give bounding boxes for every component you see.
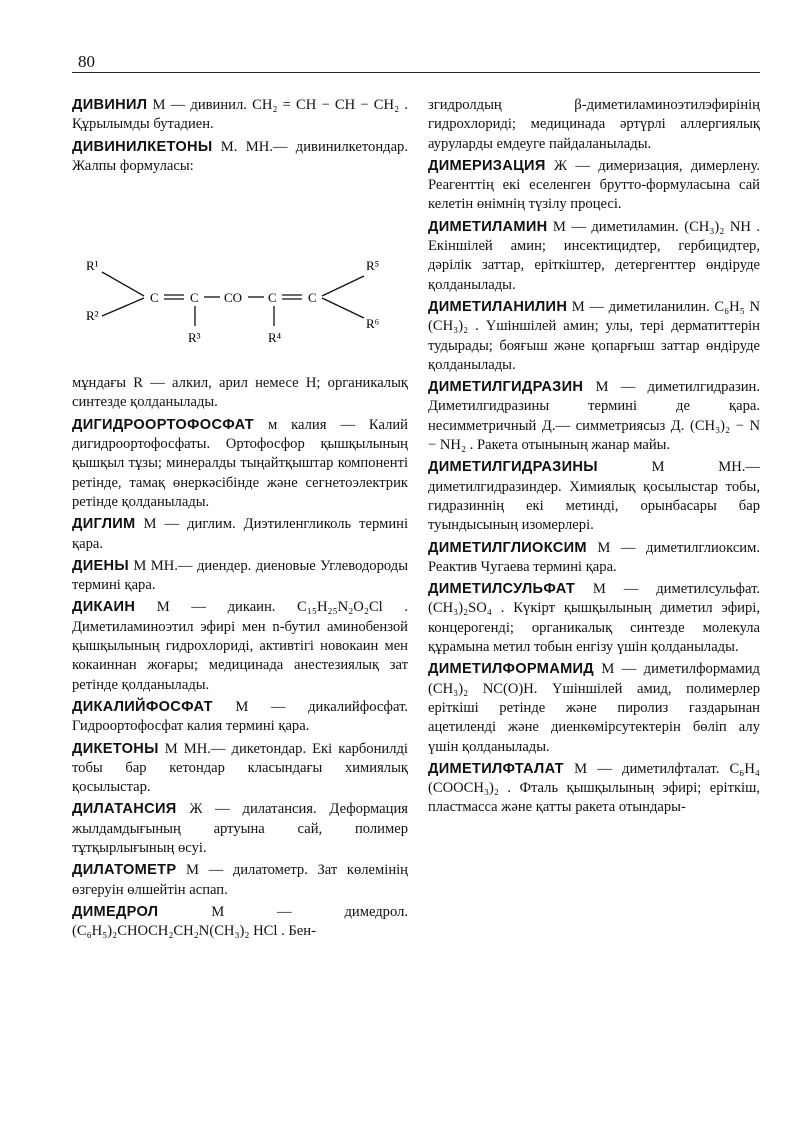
entry-text: М — димедрол. (C₆H₅)₂CHOCH₂CH₂N(CH₃)₂ HCl . Бен-: [72, 903, 408, 940]
entry-headword: ДИЛАТОМЕТР: [72, 862, 177, 879]
formula-c4: C: [308, 290, 317, 306]
dictionary-entry: [72, 515, 408, 554]
entry-headword: ДИМЕДРОЛ: [72, 903, 159, 920]
entry-text: М — дилатометр. Зат көлемінің өзгеруін өлшейтін аспап.: [72, 862, 408, 898]
bond-r2: [102, 298, 144, 316]
formula-co: CO: [224, 290, 243, 306]
entry-text: М МН.— диметилгидразиндер. Химиялық қосылыстар тобы, гидразиннің екі метинді, орынбасары бар туындысының изомерлері.: [428, 459, 760, 534]
dictionary-entry: [428, 96, 760, 154]
entry-headword: ДИКЕТОНЫ: [72, 740, 159, 757]
entry-text: М — диметиланилин. C₆H₅ N (CH₃)₂ . Үшіншілей амин; улы, тері дерматиттерін тудырады; бояғыш және қопарғыш заттар өндіруде қолданылады.: [428, 298, 760, 373]
entry-headword: ДИМЕТИЛАНИЛИН: [428, 298, 568, 315]
dictionary-entry: [428, 298, 760, 375]
bond-r6: [322, 298, 364, 318]
entry-text: М МН.— дикетондар. Екі карбонилді тобы бар кетондар класындағы химиялық қосылыстар.: [72, 740, 408, 796]
header-rule: [72, 72, 760, 73]
formula-r1: R¹: [86, 258, 99, 274]
dictionary-entry: [72, 416, 408, 512]
entry-headword: ДИГИДРООРТОФОСФАТ: [72, 416, 254, 433]
entry-text: М — диметилгидразин. Диметилгидразины термині де қара. несимметричный Д.— симметриясыз Д. (CH₃)₂ − N − NH₂ . Ракета отынының жанар майы.: [428, 379, 760, 454]
left-column: [72, 96, 408, 945]
dictionary-entry: [72, 698, 408, 737]
entry-text: М. МН.— дивинилкетондар. Жалпы формуласы:: [72, 138, 408, 174]
dictionary-entry: [428, 157, 760, 215]
entry-headword: ДИЛАТАНСИЯ: [72, 801, 177, 818]
page-number: 80: [78, 52, 95, 71]
formula-r3: R³: [188, 330, 201, 346]
entry-text: мұндағы R — алкил, арил немесе H; органикалық синтезде қолданылады.: [72, 375, 408, 411]
dictionary-entry: [428, 660, 760, 756]
dictionary-entry: [72, 598, 408, 694]
formula-r4: R⁴: [268, 330, 282, 346]
dictionary-entry: [72, 800, 408, 858]
right-column: [428, 96, 760, 821]
formula-c2: C: [190, 290, 199, 306]
dictionary-entry: [72, 903, 408, 942]
entry-text: м калия — Калий дигидроортофосфаты. Ортофосфор қышқылының қышқыл тұзы; минералды тыңайтқыштар компоненті ретінде, тамақ өнеркәсібінде және сегнетоэлектрик ретінде қолданылады.: [72, 416, 408, 510]
dictionary-entry: [72, 557, 408, 596]
dictionary-entry: [428, 539, 760, 578]
entry-headword: ДИМЕРИЗАЦИЯ: [428, 157, 546, 174]
dictionary-entry: [72, 374, 408, 413]
dictionary-entry: [428, 458, 760, 535]
entry-text: М — диметилфталат. C₆H₄ (COOCH₃)₂ . Фталь қышқылының эфирі; еріткіш, пластмасса және қатты ракета отындары-: [428, 760, 760, 816]
dictionary-entry: [72, 740, 408, 798]
entry-text: згидролдың β-диметиламиноэтилэфирінің гидрохлориді; медицинада әртүрлі аллергиялық ауруларды емдеуге пайдаланылады.: [428, 97, 760, 152]
entry-text: М МН.— диендер. диеновые Углеводороды термині қара.: [72, 557, 408, 594]
dictionary-entry: [428, 378, 760, 455]
entry-headword: ДИМЕТИЛАМИН: [428, 218, 548, 235]
dictionary-entry: [428, 760, 760, 818]
entry-text: М — диглим. Диэтиленгликоль термині қара.: [72, 516, 408, 552]
entry-headword: ДИМЕТИЛФОРМАМИД: [428, 661, 595, 678]
dictionary-entry: [72, 138, 408, 177]
entry-headword: ДИВИНИЛ: [72, 97, 148, 113]
formula-c1: C: [150, 290, 159, 306]
formula-r6: R⁶: [366, 316, 380, 332]
entry-text: М — диметилформамид (CH₃)₂ NC(O)H. Үшіншілей амид, полимерлер еріткіші ретінде және пиролиз газдарынан ацетиленді және диенкөмірсутектерін бөліп алу үшін қолданылады.: [428, 661, 760, 755]
entry-headword: ДИМЕТИЛГИДРАЗИН: [428, 379, 584, 396]
entry-headword: ДИГЛИМ: [72, 516, 136, 533]
formula-r5: R⁵: [366, 258, 380, 274]
entry-headword: ДИВИНИЛКЕТОНЫ: [72, 138, 213, 155]
structural-formula: [72, 192, 408, 362]
dictionary-entry: [72, 861, 408, 900]
entry-text: М — дикаин. C₁₅H₂₅N₂O₂Cl . Диметиламиноэтил эфирі мен n-бутил аминобензой қышқылының гидрохлориді, активтігі новокаин мен кокаиннан жоғары; медицинада анестезиялық зат ретінде қолданылады.: [72, 599, 408, 693]
entry-headword: ДИЕНЫ: [72, 557, 129, 574]
entry-headword: ДИКАЛИЙФОСФАТ: [72, 698, 213, 715]
dictionary-entry: [428, 218, 760, 295]
formula-diagram: [72, 192, 408, 362]
entry-headword: ДИМЕТИЛСУЛЬФАТ: [428, 581, 576, 598]
bond-r1: [102, 272, 144, 296]
entry-text: Ж — димеризация, димерлену. Реагенттің екі еселенген брутто-формуласына сай келетін өнімнің түзілу процесі.: [428, 157, 760, 213]
entry-headword: ДИМЕТИЛФТАЛАТ: [428, 760, 564, 777]
formula-c3: C: [268, 290, 277, 306]
entry-text: М — диметиламин. (CH₃)₂ NH . Екіншілей амин; инсектицидтер, гербицидтер, дәрілік заттар, еріткіштер, детергенттер өндіруде қолданылады.: [428, 218, 760, 293]
entry-text: М — диметилсульфат. (CH₃)₂SO₄ . Күкірт қышқылының диметил эфирі, концерогенді; органикалық синтезде молекула құрамына метил тобын енгізу үшін қолданылады.: [428, 581, 760, 656]
entry-headword: ДИКАИН: [72, 599, 136, 616]
bond-r5: [322, 276, 364, 296]
entry-text: М — дикалийфосфат. Гидроортофосфат калия термині қара.: [72, 698, 408, 735]
entry-text: М — дивинил. CH₂ = CH − CH − CH₂ . Құрылымды бутадиен.: [72, 97, 408, 133]
formula-r2: R²: [86, 308, 99, 324]
entry-headword: ДИМЕТИЛГИДРАЗИНЫ: [428, 459, 598, 476]
entry-text: Ж — дилатансия. Деформация жылдамдығының артуына сай, полимер тұтқырлығының өсуі.: [72, 801, 408, 857]
entry-text: М — диметилглиоксим. Реактив Чугаева термині қара.: [428, 539, 760, 575]
dictionary-entry: [428, 580, 760, 657]
dictionary-entry: [72, 96, 408, 135]
entry-headword: ДИМЕТИЛГЛИОКСИМ: [428, 539, 587, 556]
